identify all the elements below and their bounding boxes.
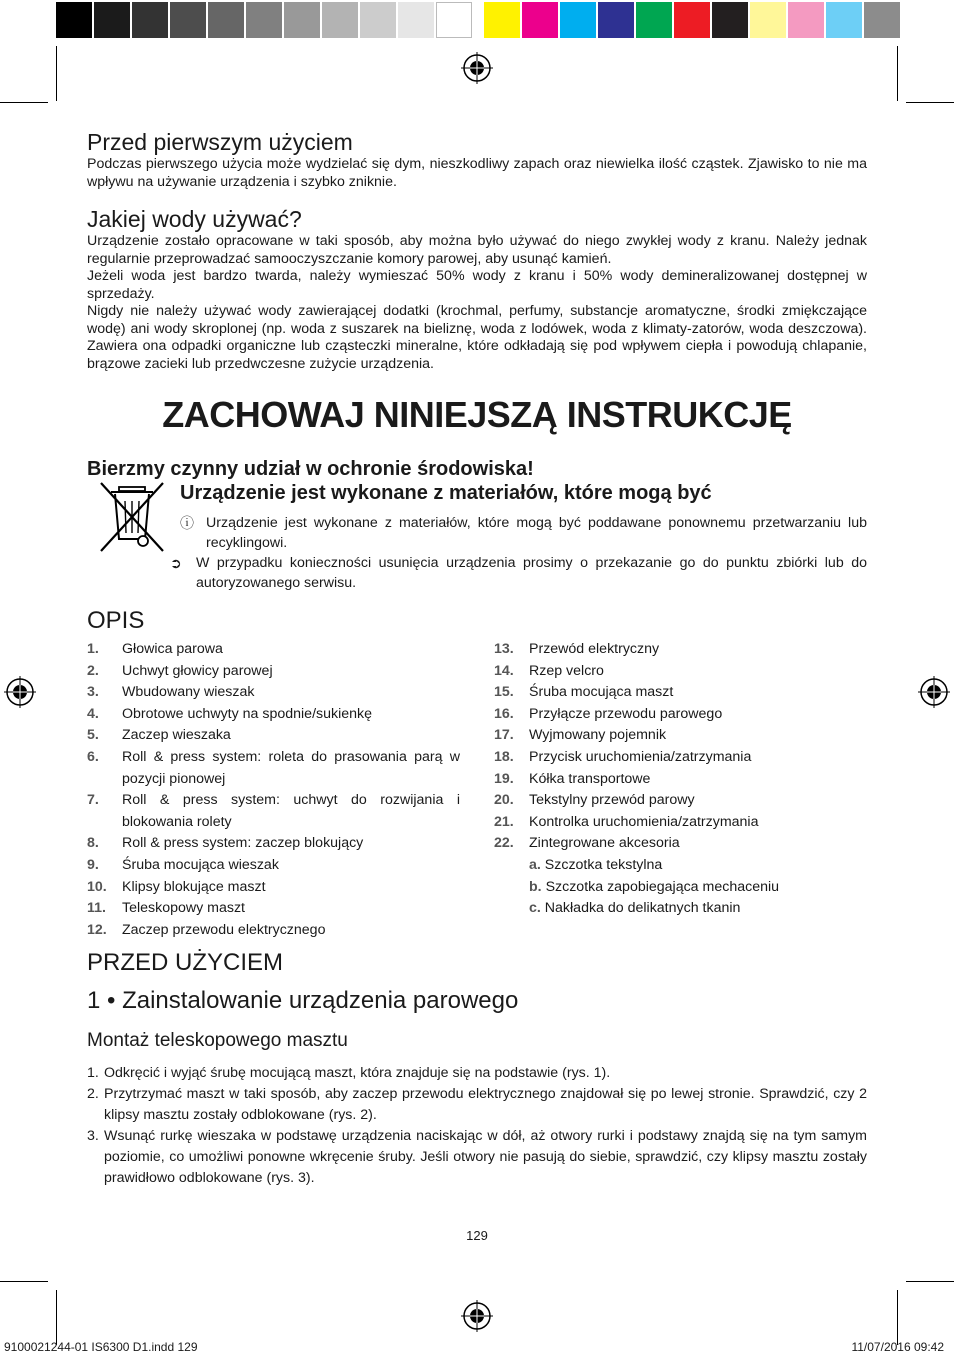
assembly-step <box>87 1084 867 1126</box>
installation-heading: 1 • Zainstalowanie urządzenia parowego <box>87 987 519 1015</box>
list-item-number: 1. <box>87 641 99 657</box>
list-item <box>87 790 460 833</box>
footer-date: 11/07/2016 09:42 <box>851 1340 944 1354</box>
sub-list-letter: c. <box>529 900 541 917</box>
page-content <box>87 128 867 1189</box>
crop-mark <box>0 102 48 103</box>
color-swatch <box>170 2 206 38</box>
water-paragraph-1: Urządzenie zostało opracowane w taki sposób, aby można było używać do niego zwykłej wody z kranu. Należy jednak regularnie przeprowadzać samooczyszczanie komory parowej, aby usunąć kamień. <box>87 233 867 267</box>
color-bar-grayscale <box>56 2 474 38</box>
color-swatch <box>398 2 434 38</box>
list-item <box>87 833 460 855</box>
color-swatch <box>598 2 634 38</box>
environment-subheading: Urządzenie jest wykonane z materiałów, które mogą być <box>180 482 712 504</box>
sub-list-item <box>494 877 867 899</box>
list-item <box>494 812 867 834</box>
arrow-bullet-text: W przypadku konieczności usunięcia urządzenia prosimy o przekazanie go do punktu zbiórki lub do autoryzowanego serwisu. <box>196 555 867 591</box>
sub-list-text: Szczotka tekstylna <box>544 856 663 873</box>
list-item-number: 14. <box>494 662 514 679</box>
list-item-text: Śruba mocująca maszt <box>529 684 674 701</box>
list-item <box>87 725 460 747</box>
list-item-text: Kółka transportowe <box>529 770 651 787</box>
list-item <box>87 877 460 899</box>
crop-mark <box>0 1281 48 1282</box>
list-item-text: Głowica parowa <box>122 641 223 657</box>
registration-mark-icon <box>4 676 36 708</box>
sub-list-item <box>494 898 867 920</box>
list-item-number: 13. <box>494 641 514 657</box>
list-item <box>494 704 867 726</box>
list-item-text: Śruba mocująca wieszak <box>122 856 279 873</box>
water-heading: Jakiej wody używać? <box>87 206 302 232</box>
list-item-number: 19. <box>494 770 514 787</box>
sub-list-item <box>494 855 867 877</box>
list-item-number: 9. <box>87 856 99 873</box>
water-paragraph-3: Nigdy nie należy używać wody zawierającej dodatki (krochmal, perfumy, substancje aromatyczne, środki zmiękczające wodę) ani wody skroplonej (np. woda z suszarek na bieliznę, woda z lodówek, woda z klimaty-zatorów, woda deszczowa). Zawiera ona odpadki organiczne lub cząsteczki mineralne, które odkładają się pod wpływem ciepła i powodują chlapanie, brązowe zacieki lub przedwczesne zużycie urządzenia. <box>87 303 867 372</box>
arrow-bullet <box>170 553 867 593</box>
list-item <box>87 639 460 661</box>
list-item-text: Przewód elektryczny <box>529 641 660 657</box>
crop-mark <box>897 46 898 101</box>
list-item <box>87 682 460 704</box>
color-swatch <box>360 2 396 38</box>
color-swatch <box>284 2 320 38</box>
color-swatch <box>94 2 130 38</box>
list-item-number: 21. <box>494 813 514 830</box>
list-item-number: 7. <box>87 792 99 809</box>
list-item <box>494 769 867 791</box>
list-item-number: 22. <box>494 835 514 852</box>
list-item <box>494 833 867 855</box>
assembly-steps <box>87 1063 867 1189</box>
list-item-text: Wbudowany wieszak <box>122 684 255 701</box>
first-use-text: Podczas pierwszego użycia może wydzielać się dym, nieszkodliwy zapach oraz niewielka ilość cząstek. Zjawisko to nie ma wpływu na używanie urządzenia i szybko zniknie. <box>87 156 867 190</box>
list-item <box>87 898 460 920</box>
step-text: Odkręcić i wyjąć śrubę mocującą maszt, która znajduje się na podstawie (rys. 1). <box>104 1065 611 1082</box>
list-item-text: Kontrolka uruchomienia/zatrzymania <box>529 813 759 830</box>
footer-file: 9100021244-01 IS6300 D1.indd 129 <box>4 1340 198 1354</box>
list-item <box>494 639 867 661</box>
step-text: Przytrzymać maszt w taki sposób, aby zaczep przewodu elektrycznego znajdował się po lewej stronie. Sprawdzić, czy 2 klipsy masztu zostały odblokowane (rys. 2). <box>104 1086 867 1124</box>
list-item-text: Przyłącze przewodu parowego <box>529 705 723 722</box>
list-item-text: Roll & press system: zaczep blokujący <box>122 835 364 852</box>
list-item-number: 5. <box>87 727 99 744</box>
step-number: 1. <box>87 1065 99 1082</box>
color-swatch <box>436 2 472 38</box>
assembly-step <box>87 1063 867 1084</box>
color-swatch <box>484 2 520 38</box>
list-item <box>494 790 867 812</box>
crop-mark <box>897 1290 898 1345</box>
color-swatch <box>636 2 672 38</box>
assembly-heading: Montaż teleskopowego masztu <box>87 1030 348 1052</box>
list-item-number: 16. <box>494 705 514 722</box>
color-swatch <box>750 2 786 38</box>
list-item-number: 2. <box>87 662 99 679</box>
list-item-number: 11. <box>87 900 106 917</box>
list-item-text: Przycisk uruchomienia/zatrzymania <box>529 748 752 765</box>
step-text: Wsunąć rurkę wieszaka w podstawę urządzenia naciskając w dół, aż otwory rurki i podstawy znajdą się na tym samym poziomie, co umożliwi ponowne wkręcenie śruby. Jeśli otwory nie pasują do siebie, sprawdzić, czy klipsy masztu zostały prawidłowo odblokowane (rys. 3). <box>104 1128 867 1187</box>
list-item-text: Klipsy blokujące maszt <box>122 878 266 895</box>
list-item <box>87 704 460 726</box>
list-item-text: Teleskopowy maszt <box>122 900 246 917</box>
list-item-text: Wyjmowany pojemnik <box>529 727 667 744</box>
sub-list-letter: b. <box>529 878 542 895</box>
parts-list-right <box>494 639 867 941</box>
list-item <box>494 747 867 769</box>
list-item-number: 6. <box>87 748 99 765</box>
assembly-step <box>87 1126 867 1189</box>
color-swatch <box>322 2 358 38</box>
list-item <box>87 855 460 877</box>
crop-mark <box>56 1290 57 1345</box>
list-item-text: Zaczep wieszaka <box>122 727 231 744</box>
crop-mark <box>906 102 954 103</box>
info-icon: ⓘ <box>180 515 194 531</box>
list-item-number: 10. <box>87 878 107 895</box>
color-swatch <box>208 2 244 38</box>
list-item <box>494 725 867 747</box>
step-number: 3. <box>87 1128 99 1145</box>
color-bar-color <box>484 2 902 38</box>
list-item-number: 17. <box>494 727 514 744</box>
list-item <box>494 661 867 683</box>
recycle-block <box>87 481 867 593</box>
color-swatch <box>132 2 168 38</box>
save-instructions-title: ZACHOWAJ NINIEJSZĄ INSTRUKCJĘ <box>162 394 792 435</box>
color-swatch <box>56 2 92 38</box>
crop-mark <box>906 1281 954 1282</box>
sub-list-text: Szczotka zapobiegająca mechaceniu <box>545 878 780 895</box>
list-item <box>87 747 460 790</box>
registration-mark-icon <box>918 676 950 708</box>
color-swatch <box>560 2 596 38</box>
list-item-text: Zintegrowane akcesoria <box>529 835 680 852</box>
info-bullet <box>180 513 867 553</box>
first-use-heading: Przed pierwszym użyciem <box>87 129 353 155</box>
registration-mark-icon <box>461 52 493 84</box>
registration-mark-icon <box>461 1300 493 1332</box>
info-bullet-text: Urządzenie jest wykonane z materiałów, które mogą być poddawane ponownemu przetwarzaniu lub recyklingowi. <box>206 515 867 551</box>
list-item-number: 12. <box>87 921 107 938</box>
list-item-number: 15. <box>494 684 514 701</box>
color-swatch <box>674 2 710 38</box>
list-item <box>494 682 867 704</box>
list-item-text: Rzep velcro <box>529 662 604 679</box>
list-item-text: Roll & press system: uchwyt do rozwijania i blokowania rolety <box>122 792 460 830</box>
water-paragraph-2: Jeżeli woda jest bardzo twarda, należy wymieszać 50% wody z kranu i 50% wody demineralizowanej dostępnej w sprzedaży. <box>87 268 867 302</box>
before-use-heading: PRZED UŻYCIEM <box>87 949 284 977</box>
list-item-number: 3. <box>87 684 99 701</box>
color-swatch <box>788 2 824 38</box>
color-swatch <box>864 2 900 38</box>
list-item-number: 18. <box>494 748 514 765</box>
color-swatch <box>826 2 862 38</box>
list-item-number: 8. <box>87 835 99 852</box>
color-swatch <box>246 2 282 38</box>
arrow-icon: ➲ <box>170 555 182 571</box>
list-item-number: 20. <box>494 792 514 809</box>
list-item-text: Roll & press system: roleta do prasowania parą w pozycji pionowej <box>122 748 460 787</box>
list-item-number: 4. <box>87 705 99 722</box>
page-number: 129 <box>466 1228 488 1243</box>
color-swatch <box>522 2 558 38</box>
color-swatch <box>712 2 748 38</box>
list-item-text: Zaczep przewodu elektrycznego <box>122 921 326 938</box>
list-item-text: Uchwyt głowicy parowej <box>122 662 273 679</box>
list-item-text: Tekstylny przewód parowy <box>529 792 695 809</box>
step-number: 2. <box>87 1086 99 1103</box>
sub-list-text: Nakładka do delikatnych tkanin <box>544 900 741 917</box>
crossed-bin-icon <box>97 481 167 553</box>
sub-list-letter: a. <box>529 856 541 873</box>
list-item <box>87 920 460 942</box>
parts-list-left <box>87 639 460 941</box>
environment-heading: Bierzmy czynny udział w ochronie środowiska! <box>87 458 534 480</box>
list-item-text: Obrotowe uchwyty na spodnie/sukienkę <box>122 705 372 722</box>
crop-mark <box>56 46 57 101</box>
opis-heading: OPIS <box>87 607 145 634</box>
list-item <box>87 661 460 683</box>
parts-list <box>87 639 867 941</box>
